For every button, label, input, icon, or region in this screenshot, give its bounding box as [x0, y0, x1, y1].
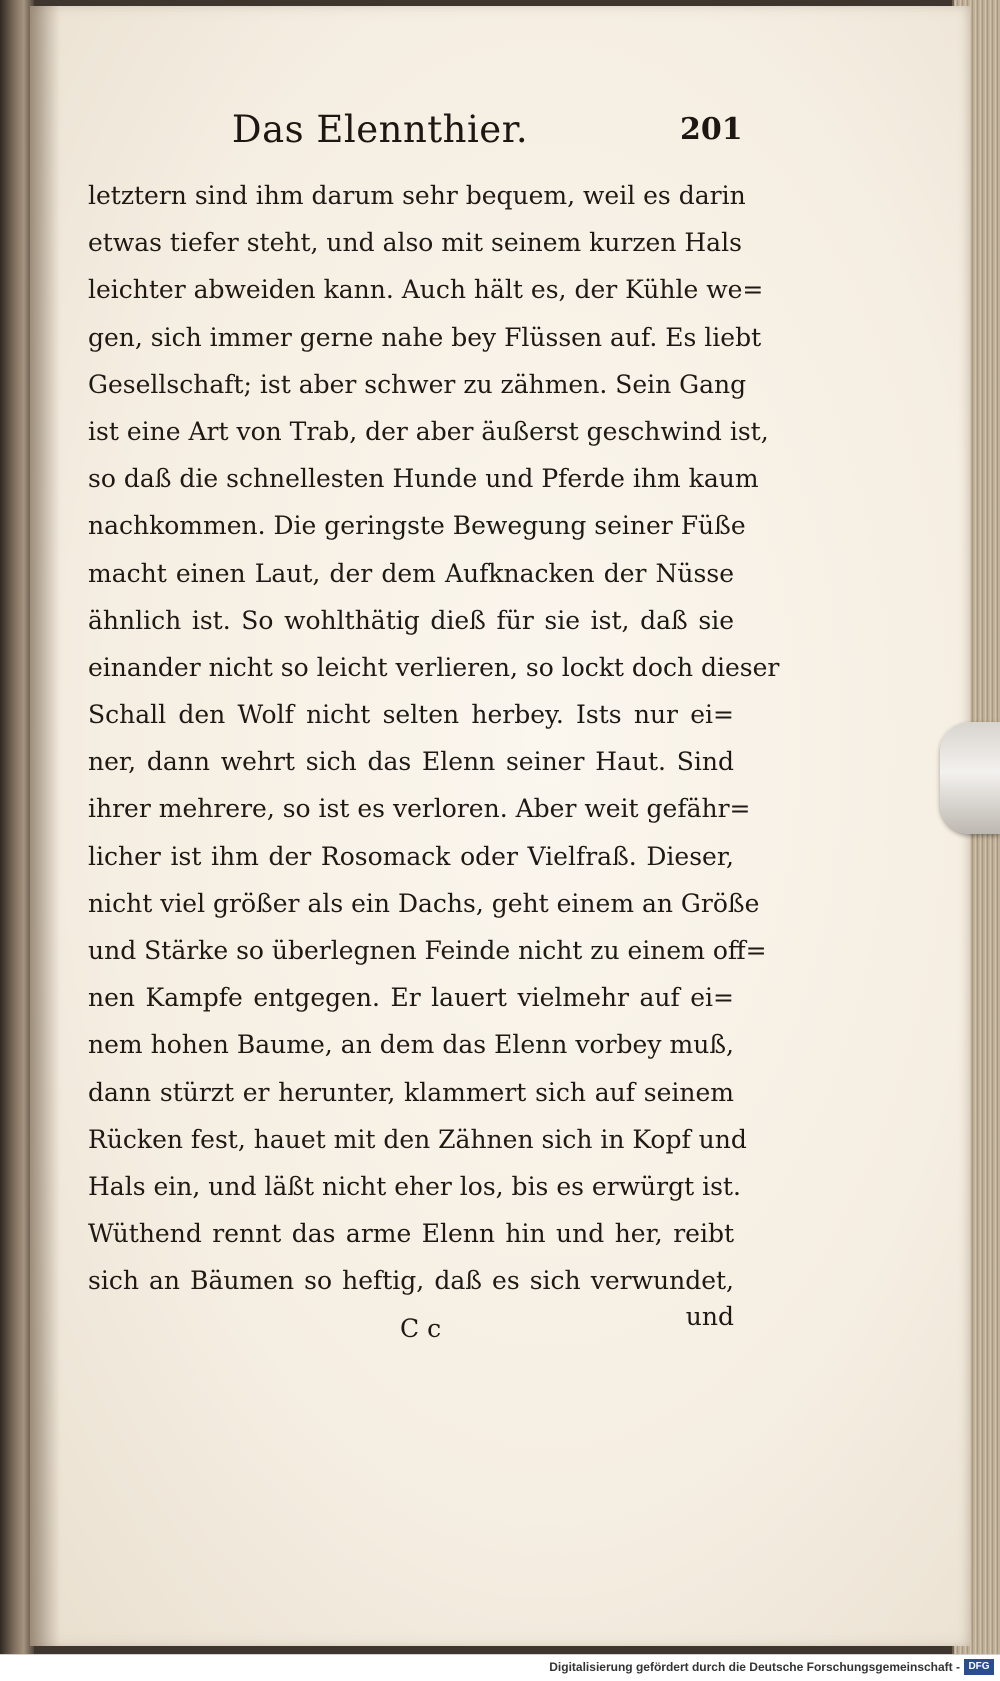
running-head	[0, 108, 850, 151]
gutter-shadow	[30, 6, 60, 1646]
text-line: nem hohen Baume, an dem das Elenn vorbey muß,	[88, 1030, 734, 1060]
text-line: gen, sich immer gerne nahe bey Flüssen auf. Es liebt	[88, 322, 762, 352]
text-line: und Stärke so überlegnen Feinde nicht zu einem off=	[88, 936, 767, 965]
text-line: Hals ein, und läßt nicht eher los, bis es erwürgt ist.	[88, 1171, 741, 1201]
book-binding	[0, 0, 34, 1681]
text-line: Gesellschaft; ist aber schwer zu zähmen. Sein Gang	[88, 369, 747, 399]
text-line: ist eine Art von Trab, der aber äußerst geschwind ist,	[88, 416, 769, 446]
text-line: dann stürzt er herunter, klammert sich auf seinem	[88, 1077, 734, 1107]
text-line: etwas tiefer steht, und also mit seinem kurzen Hals	[88, 228, 742, 258]
body-text	[88, 172, 780, 1305]
text-line: ähnlich ist. So wohlthätig dieß für sie ist, daß sie	[88, 605, 734, 635]
footer-bar	[0, 1654, 1000, 1681]
catchword: und	[685, 1302, 734, 1331]
text-line: macht einen Laut, der dem Aufknacken der Nüsse	[88, 558, 734, 588]
text-line: einander nicht so leicht verlieren, so lockt doch dieser	[88, 652, 780, 682]
text-line: nen Kampfe entgegen. Er lauert vielmehr auf ei=	[88, 983, 734, 1013]
signature-mark: C c	[400, 1314, 442, 1343]
text-line: ihrer mehrere, so ist es verloren. Aber weit gefähr=	[88, 794, 751, 824]
footer-credit: Digitalisierung gefördert durch die Deutsche Forschungsgemeinschaft -	[549, 1660, 960, 1674]
dfg-logo: DFG	[964, 1659, 994, 1675]
text-line: so daß die schnellesten Hunde und Pferde ihm kaum	[88, 464, 759, 494]
text-line: nicht viel größer als ein Dachs, geht einem an Größe	[88, 888, 760, 918]
text-line: letztern sind ihm darum sehr bequem, weil es darin	[88, 181, 746, 210]
text-line: sich an Bäumen so heftig, daß es sich verwundet,	[88, 1266, 734, 1296]
text-line: ner, dann wehrt sich das Elenn seiner Haut. Sind	[88, 747, 734, 777]
text-line: nachkommen. Die geringste Bewegung seiner Füße	[88, 511, 746, 541]
text-line: Schall den Wolf nicht selten herbey. Ists nur ei=	[88, 700, 734, 730]
running-head-title: Das Elennthier.	[231, 108, 529, 151]
text-line: licher ist ihm der Rosomack oder Vielfraß. Dieser,	[88, 841, 734, 871]
text-line: leichter abweiden kann. Auch hält es, der Kühle we=	[88, 275, 764, 305]
page-number: 201	[680, 112, 743, 147]
page-holder-clip	[940, 722, 1000, 834]
text-line: Wüthend rennt das arme Elenn hin und her, reibt	[88, 1219, 734, 1249]
text-line: Rücken fest, hauet mit den Zähnen sich in Kopf und	[88, 1124, 747, 1154]
